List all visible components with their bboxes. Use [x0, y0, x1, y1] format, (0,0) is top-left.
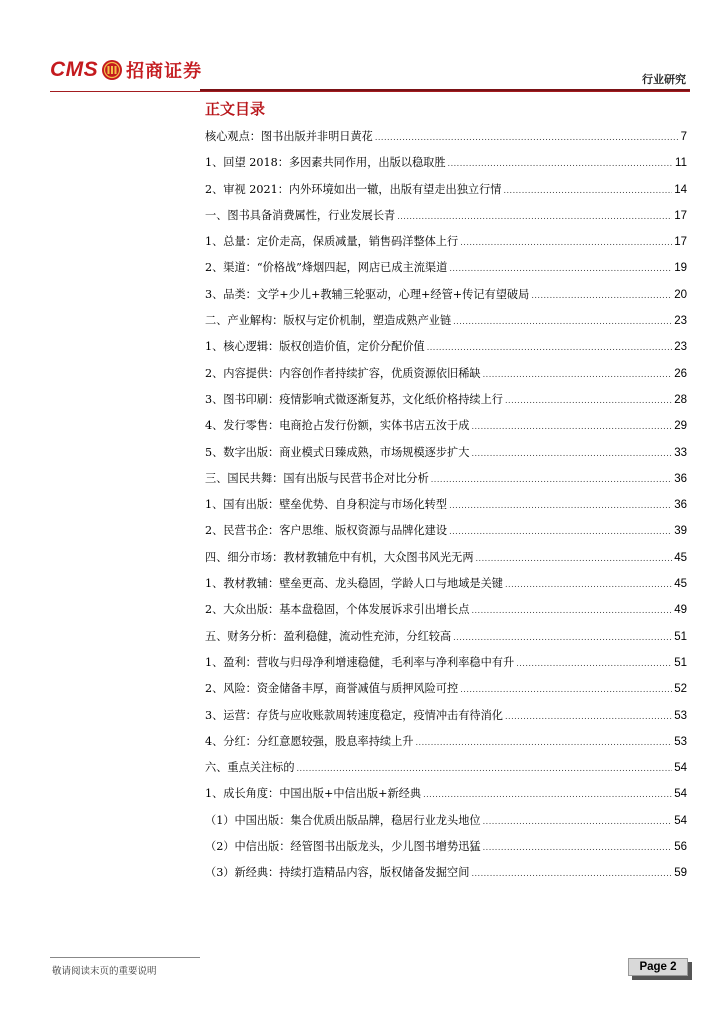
- toc-entry[interactable]: [205, 864, 687, 890]
- toc-entry-page-number: 59: [674, 867, 687, 880]
- toc-entry[interactable]: [205, 444, 687, 470]
- toc-entry[interactable]: [205, 628, 687, 654]
- toc-leader-dots: [453, 317, 672, 326]
- toc-entry-title: 1、成长角度：中国出版+中信出版+新经典: [205, 787, 422, 801]
- toc-entry-page-number: 54: [674, 762, 687, 775]
- toc-entry-page-number: 26: [674, 367, 687, 380]
- toc-leader-dots: [471, 449, 672, 458]
- toc-entry-title: 1、盈利：营收与归母净利增速稳健，毛利率与净利率稳中有升: [205, 655, 515, 669]
- toc-entry-title: （2）中信出版：经管图书出版龙头，少儿图书增势迅猛: [205, 840, 481, 854]
- footer-divider: [50, 957, 200, 958]
- toc-entry-title: 六、重点关注标的: [205, 761, 295, 775]
- logo-latin-text: CMS: [50, 58, 99, 81]
- toc-entry[interactable]: [205, 812, 687, 838]
- toc-entry[interactable]: [205, 680, 687, 706]
- toc-entry[interactable]: [205, 154, 687, 180]
- toc-leader-dots: [505, 396, 672, 405]
- toc-leader-dots: [460, 238, 672, 247]
- toc-entry-title: 1、国有出版：壁垒优势、自身积淀与市场化转型: [205, 498, 448, 512]
- toc-leader-dots: [449, 264, 672, 273]
- toc-entry[interactable]: [205, 838, 687, 864]
- toc-entry-page-number: 51: [674, 630, 687, 643]
- toc-entry-page-number: 52: [674, 683, 687, 696]
- toc-entry-title: 1、总量：定价走高，保质减量，销售码洋整体上行: [205, 235, 459, 249]
- toc-entry[interactable]: [205, 417, 687, 443]
- toc-entry-page-number: 19: [674, 262, 687, 275]
- toc-entry-page-number: 51: [674, 656, 687, 669]
- toc-entry-title: 四、细分市场：教材教辅危中有机，大众图书风光无两: [205, 550, 474, 564]
- toc-entry-page-number: 11: [675, 157, 687, 170]
- logo-emblem-icon: [101, 59, 123, 81]
- toc-entry[interactable]: [205, 707, 687, 733]
- toc-entry-title: 三、国民共舞：国有出版与民营书企对比分析: [205, 471, 429, 485]
- toc-entry-title: 1、核心逻辑：版权创造价值，定价分配价值: [205, 340, 425, 354]
- toc-entry-title: 2、大众出版：基本盘稳固，个体发展诉求引出增长点: [205, 603, 470, 617]
- toc-entry-page-number: 54: [674, 788, 687, 801]
- logo-chinese-text: 招商证券: [126, 61, 203, 82]
- toc-entry[interactable]: [205, 522, 687, 548]
- header-divider: [50, 91, 690, 92]
- toc-leader-dots: [431, 475, 672, 484]
- toc-entry-title: 5、数字出版：商业模式日臻成熟，市场规模逐步扩大: [205, 445, 470, 459]
- toc-leader-dots: [375, 133, 679, 142]
- toc-leader-dots: [471, 606, 672, 615]
- toc-entry-title: 一、图书具备消费属性，行业发展长青: [205, 208, 396, 222]
- toc-entry-title: 3、品类：文学+少儿+教辅三轮驱动，心理+经管+传记有望破局: [205, 287, 530, 301]
- toc-leader-dots: [449, 501, 672, 510]
- toc-leader-dots: [453, 633, 672, 642]
- table-of-contents: [205, 128, 687, 891]
- toc-entry-title: 4、发行零售：电商抢占发行份额，实体书店五汝于成: [205, 419, 470, 433]
- toc-entry[interactable]: [205, 654, 687, 680]
- toc-leader-dots: [423, 790, 672, 799]
- toc-entry-page-number: 20: [674, 288, 687, 301]
- toc-entry[interactable]: [205, 312, 687, 338]
- toc-entry-page-number: 33: [674, 446, 687, 459]
- toc-entry-page-number: 56: [674, 841, 687, 854]
- toc-entry[interactable]: [205, 733, 687, 759]
- toc-entry[interactable]: [205, 549, 687, 575]
- toc-leader-dots: [505, 580, 672, 589]
- toc-entry[interactable]: [205, 128, 687, 154]
- toc-leader-dots: [516, 659, 672, 668]
- toc-entry-page-number: 36: [674, 472, 687, 485]
- toc-leader-dots: [505, 712, 672, 721]
- toc-entry-title: 1、教材教辅：壁垒更高、龙头稳固，学龄人口与地域是关键: [205, 577, 503, 591]
- toc-leader-dots: [483, 843, 673, 852]
- toc-entry[interactable]: [205, 496, 687, 522]
- toc-entry-title: 2、渠道：“价格战”烽烟四起，网店已成主流渠道: [205, 261, 448, 275]
- company-logo: [50, 56, 202, 84]
- toc-entry-title: 二、产业解构：版权与定价机制，塑造成熟产业链: [205, 314, 452, 328]
- toc-entry-title: 2、风险：资金储备丰厚，商誉减值与质押风险可控: [205, 682, 459, 696]
- toc-leader-dots: [416, 738, 673, 747]
- toc-entry-page-number: 53: [674, 735, 687, 748]
- toc-title: 正文目录: [205, 100, 266, 118]
- toc-entry-page-number: 7: [680, 131, 687, 143]
- toc-entry-page-number: 17: [674, 236, 687, 249]
- toc-leader-dots: [427, 343, 673, 352]
- toc-entry-title: 2、民营书企：客户思维、版权资源与品牌化建设: [205, 524, 448, 538]
- toc-entry-page-number: 49: [674, 604, 687, 617]
- toc-entry-page-number: 39: [674, 525, 687, 538]
- toc-entry[interactable]: [205, 207, 687, 233]
- toc-entry[interactable]: [205, 338, 687, 364]
- toc-leader-dots: [471, 869, 672, 878]
- toc-leader-dots: [460, 685, 672, 694]
- report-type-label: 行业研究: [642, 73, 686, 86]
- toc-entry[interactable]: [205, 259, 687, 285]
- toc-entry[interactable]: [205, 601, 687, 627]
- toc-entry-page-number: 23: [674, 315, 687, 328]
- toc-entry-page-number: 45: [674, 551, 687, 564]
- toc-leader-dots: [483, 817, 673, 826]
- toc-leader-dots: [397, 212, 672, 221]
- toc-entry-title: （3）新经典：持续打造精品内容，版权储备发掘空间: [205, 866, 470, 880]
- toc-leader-dots: [449, 527, 672, 536]
- toc-leader-dots: [476, 554, 673, 563]
- toc-entry-title: 3、图书印刷：疫情影响式微逐渐复苏，文化纸价格持续上行: [205, 392, 503, 406]
- toc-entry-page-number: 54: [674, 814, 687, 827]
- toc-entry[interactable]: [205, 286, 687, 312]
- toc-entry[interactable]: [205, 759, 687, 785]
- toc-leader-dots: [531, 291, 672, 300]
- toc-leader-dots: [297, 764, 673, 773]
- toc-entry-page-number: 53: [674, 709, 687, 722]
- toc-entry-page-number: 17: [674, 209, 687, 222]
- toc-entry-page-number: 36: [674, 499, 687, 512]
- toc-entry-title: 1、回望 2018：多因素共同作用，出版以稳取胜: [205, 156, 446, 170]
- toc-entry-title: 核心观点：图书出版并非明日黄花: [205, 130, 373, 143]
- toc-entry-title: 五、财务分析：盈利稳健，流动性充沛，分红较高: [205, 629, 452, 643]
- toc-entry[interactable]: [205, 365, 687, 391]
- toc-leader-dots: [503, 186, 672, 195]
- toc-entry-page-number: 45: [674, 578, 687, 591]
- toc-entry[interactable]: [205, 391, 687, 417]
- toc-entry[interactable]: [205, 181, 687, 207]
- page-number-badge: Page 2: [628, 958, 688, 976]
- toc-entry-title: 2、审视 2021：内外环境如出一辙，出版有望走出独立行情: [205, 182, 502, 196]
- page-header: [50, 52, 690, 92]
- toc-leader-dots: [471, 422, 672, 431]
- footer-disclaimer-note: 敬请阅读末页的重要说明: [52, 966, 157, 977]
- toc-entry-title: 3、运营：存货与应收账款周转速度稳定，疫情冲击有待消化: [205, 708, 503, 722]
- toc-entry[interactable]: [205, 785, 687, 811]
- toc-entry-page-number: 29: [674, 420, 687, 433]
- toc-entry[interactable]: [205, 575, 687, 601]
- toc-entry-title: （1）中国出版：集合优质出版品牌，稳居行业龙头地位: [205, 813, 481, 827]
- toc-entry-title: 4、分红：分红意愿较强，股息率持续上升: [205, 734, 414, 748]
- toc-entry-page-number: 28: [674, 393, 687, 406]
- toc-entry[interactable]: [205, 233, 687, 259]
- toc-leader-dots: [448, 159, 674, 168]
- toc-entry[interactable]: [205, 470, 687, 496]
- toc-entry-page-number: 23: [674, 341, 687, 354]
- toc-entry-page-number: 14: [674, 183, 687, 196]
- toc-leader-dots: [483, 370, 673, 379]
- toc-entry-title: 2、内容提供：内容创作者持续扩容，优质资源依旧稀缺: [205, 366, 481, 380]
